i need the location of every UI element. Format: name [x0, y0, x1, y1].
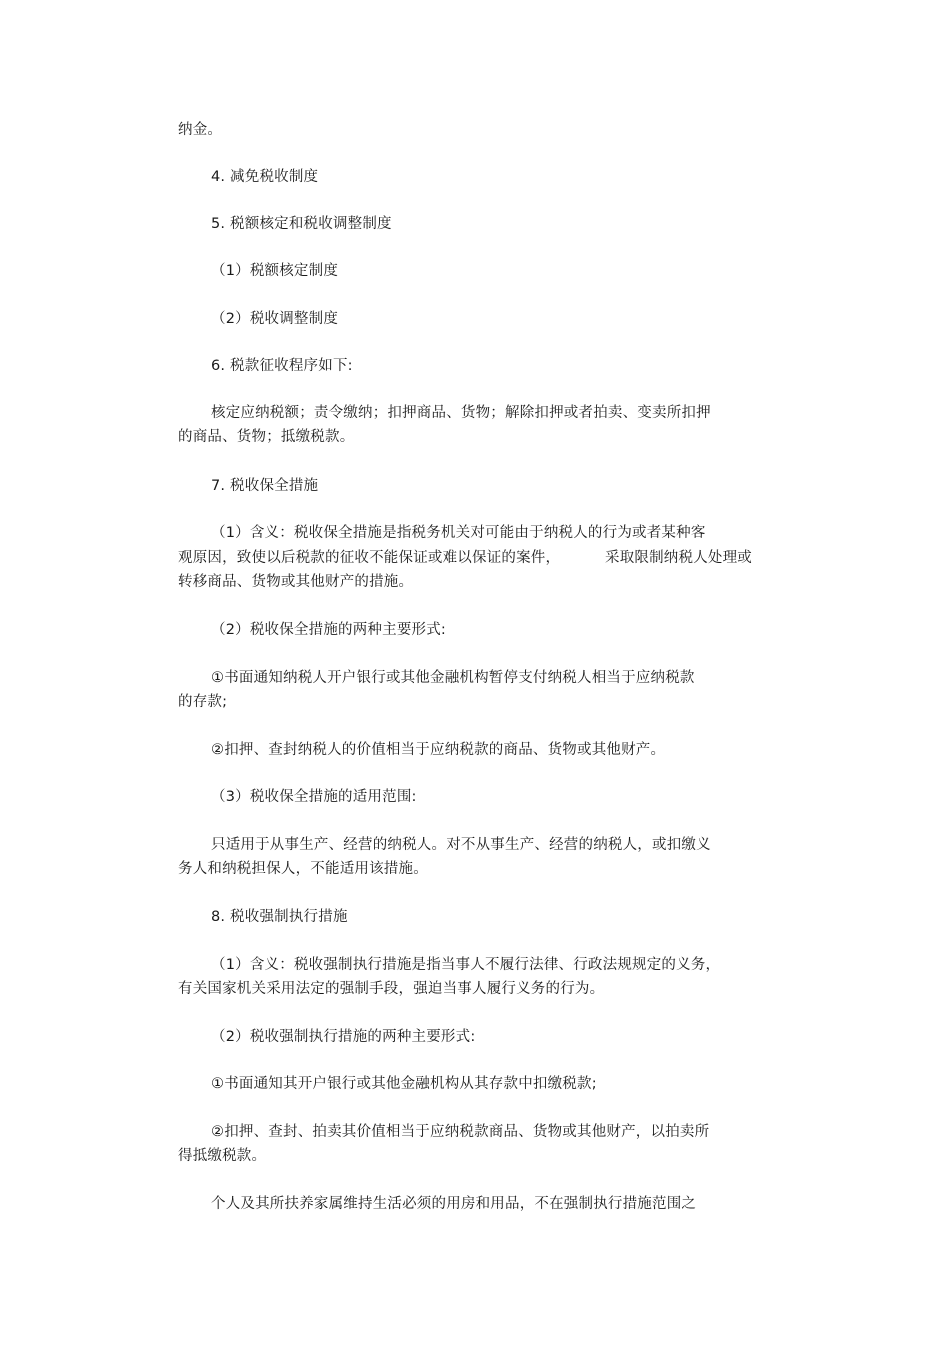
paragraph-line: （1）含义：税收强制执行措施是指当事人不履行法律、行政法规规定的义务， [211, 957, 721, 973]
paragraph-line: 得抵缴税款。 [178, 1148, 267, 1164]
paragraph-line: 的商品、货物；抵缴税款。 [178, 429, 355, 445]
paragraph-line: 纳金。 [178, 122, 223, 138]
paragraph-line: 的存款; [178, 694, 228, 710]
subsection-heading: （2）税收强制执行措施的两种主要形式: [211, 1029, 476, 1045]
section-heading: 8. 税收强制执行措施 [211, 909, 348, 925]
subsection-heading: （2）税收调整制度 [211, 311, 339, 327]
paragraph-line: 有关国家机关采用法定的强制手段，强迫当事人履行义务的行为。 [178, 981, 605, 997]
paragraph-line: （1）含义：税收保全措施是指税务机关对可能由于纳税人的行为或者某种客 [211, 525, 706, 541]
section-heading: 6. 税款征收程序如下: [211, 358, 353, 374]
paragraph-line: ②扣押、查封、拍卖其价值相当于应纳税款商品、货物或其他财产，以拍卖所 [211, 1124, 710, 1140]
paragraph-line: 个人及其所扶养家属维持生活必须的用房和用品，不在强制执行措施范围之 [211, 1196, 697, 1212]
subsection-heading: （1）税额核定制度 [211, 263, 339, 279]
paragraph-line: 采取限制纳税人处理或 [605, 550, 752, 566]
paragraph-line: ②扣押、查封纳税人的价值相当于应纳税款的商品、货物或其他财产。 [211, 742, 666, 758]
paragraph-line: ①书面通知其开户银行或其他金融机构从其存款中扣缴税款; [211, 1076, 597, 1092]
subsection-heading: （3）税收保全措施的适用范围: [211, 789, 417, 805]
paragraph-line: 核定应纳税额；责令缴纳；扣押商品、货物；解除扣押或者拍卖、变卖所扣押 [211, 405, 711, 421]
subsection-heading: （2）税收保全措施的两种主要形式: [211, 622, 447, 638]
paragraph-line: ①书面通知纳税人开户银行或其他金融机构暂停支付纳税人相当于应纳税款 [211, 670, 695, 686]
paragraph-line: 观原因，致使以后税款的征收不能保证或难以保证的案件， [178, 550, 561, 566]
paragraph-line: 只适用于从事生产、经营的纳税人。对不从事生产、经营的纳税人，或扣缴义 [211, 837, 711, 853]
section-heading: 7. 税收保全措施 [211, 478, 319, 494]
section-heading: 4. 减免税收制度 [211, 169, 319, 185]
paragraph-line: 转移商品、货物或其他财产的措施。 [178, 574, 414, 590]
paragraph-line: 务人和纳税担保人，不能适用该措施。 [178, 861, 428, 877]
section-heading: 5. 税额核定和税收调整制度 [211, 216, 392, 232]
